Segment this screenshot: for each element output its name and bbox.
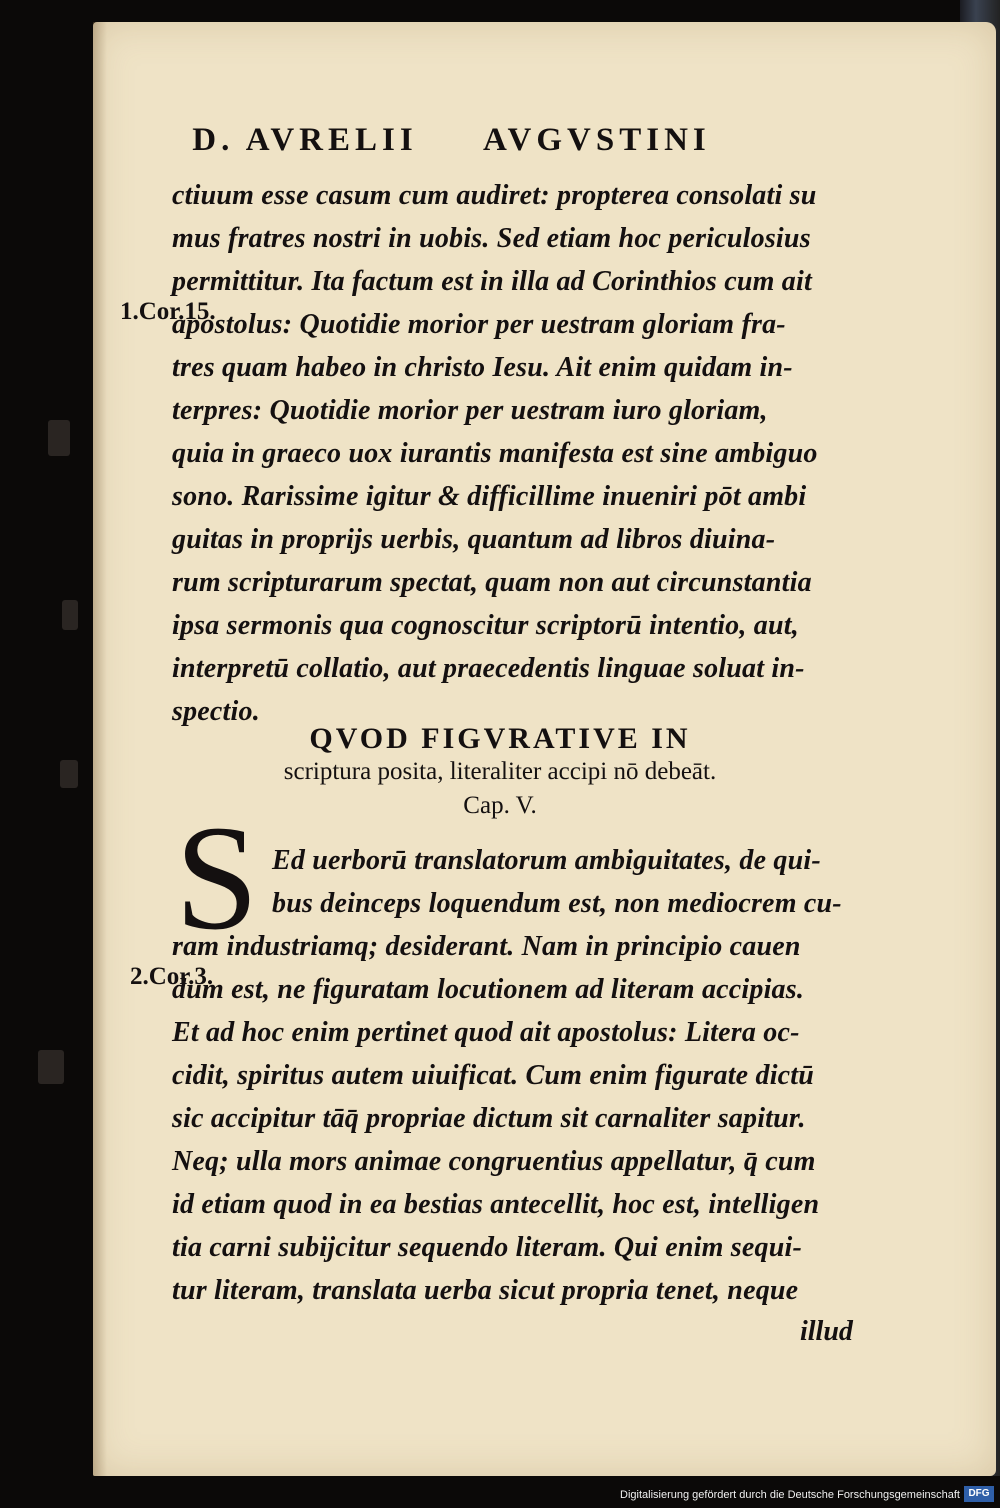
running-header <box>0 122 903 159</box>
header-right: AVGVSTINI <box>482 122 711 158</box>
margin-note: 1.Cor.15. <box>120 298 216 325</box>
text-line: tres quam habeo in christo Iesu. Ait enim quidam in- <box>172 352 793 383</box>
chapter-number: Cap. V. <box>463 792 537 819</box>
text-line: apostolus: Quotidie morior per uestram gloriam fra- <box>172 309 786 340</box>
text-line: guitas in proprijs uerbis, quantum ad libros diuina- <box>172 524 776 555</box>
text-line: Et ad hoc enim pertinet quod ait apostolus: Litera oc- <box>172 1017 800 1048</box>
text-line: tia carni subijcitur sequendo literam. Qui enim sequi- <box>172 1232 802 1263</box>
bleed-mark <box>48 420 70 456</box>
text-line: rum scripturarum spectat, quam non aut circunstantia <box>172 567 812 598</box>
text-line: tur literam, translata uerba sicut propria tenet, neque <box>172 1275 799 1306</box>
text-line: bus deinceps loquendum est, non mediocrem cu- <box>272 888 842 919</box>
catchword: illud <box>800 1316 853 1347</box>
digitization-credit: Digitalisierung gefördert durch die Deutsche Forschungsgemeinschaft <box>620 1489 960 1501</box>
dfg-logo: DFG <box>964 1486 994 1502</box>
text-line: interpretū collatio, aut praecedentis linguae soluat in- <box>172 653 805 684</box>
drop-cap-initial: S <box>175 795 259 961</box>
text-line: cidit, spiritus autem uiuificat. Cum enim figurate dictū <box>172 1060 815 1091</box>
text-line: Neq; ulla mors animae congruentius appellatur, q̄ cum <box>172 1146 816 1177</box>
text-line: ctiuum esse casum cum audiret: propterea consolati su <box>172 180 817 211</box>
margin-note: 2.Cor.3. <box>130 963 214 990</box>
text-line: sic accipitur tāq̄ propriae dictum sit carnaliter sapitur. <box>172 1103 806 1134</box>
bleed-mark <box>62 600 78 630</box>
text-line: dum est, ne figuratam locutionem ad literam accipias. <box>172 974 805 1005</box>
text-line: terpres: Quotidie morior per uestram iuro gloriam, <box>172 395 768 426</box>
text-line: ram industriamq; desiderant. Nam in principio cauen <box>172 931 801 962</box>
text-line: quia in graeco uox iurantis manifesta est sine ambiguo <box>172 438 818 469</box>
chapter-title: QVOD FIGVRATIVE IN <box>309 722 691 755</box>
chapter-subtitle: scriptura posita, literaliter accipi nō debeāt. <box>283 758 717 785</box>
text-line: ipsa sermonis qua cognoscitur scriptorū intentio, aut, <box>172 610 799 641</box>
text-line: id etiam quod in ea bestias antecellit, hoc est, intelligen <box>172 1189 820 1220</box>
text-line: permittitur. Ita factum est in illa ad Corinthios cum ait <box>172 266 812 297</box>
text-line: Ed uerborū translatorum ambiguitates, de qui- <box>272 845 821 876</box>
header-left: D. AVRELII <box>192 122 418 158</box>
page-edge-shadow <box>93 22 107 1476</box>
text-line: mus fratres nostri in uobis. Sed etiam hoc periculosius <box>172 223 811 254</box>
text-line: spectio. <box>172 696 260 727</box>
bleed-mark <box>38 1050 64 1084</box>
bleed-mark <box>60 760 78 788</box>
text-line: sono. Rarissime igitur & difficillime inueniri pōt ambi <box>172 481 807 512</box>
